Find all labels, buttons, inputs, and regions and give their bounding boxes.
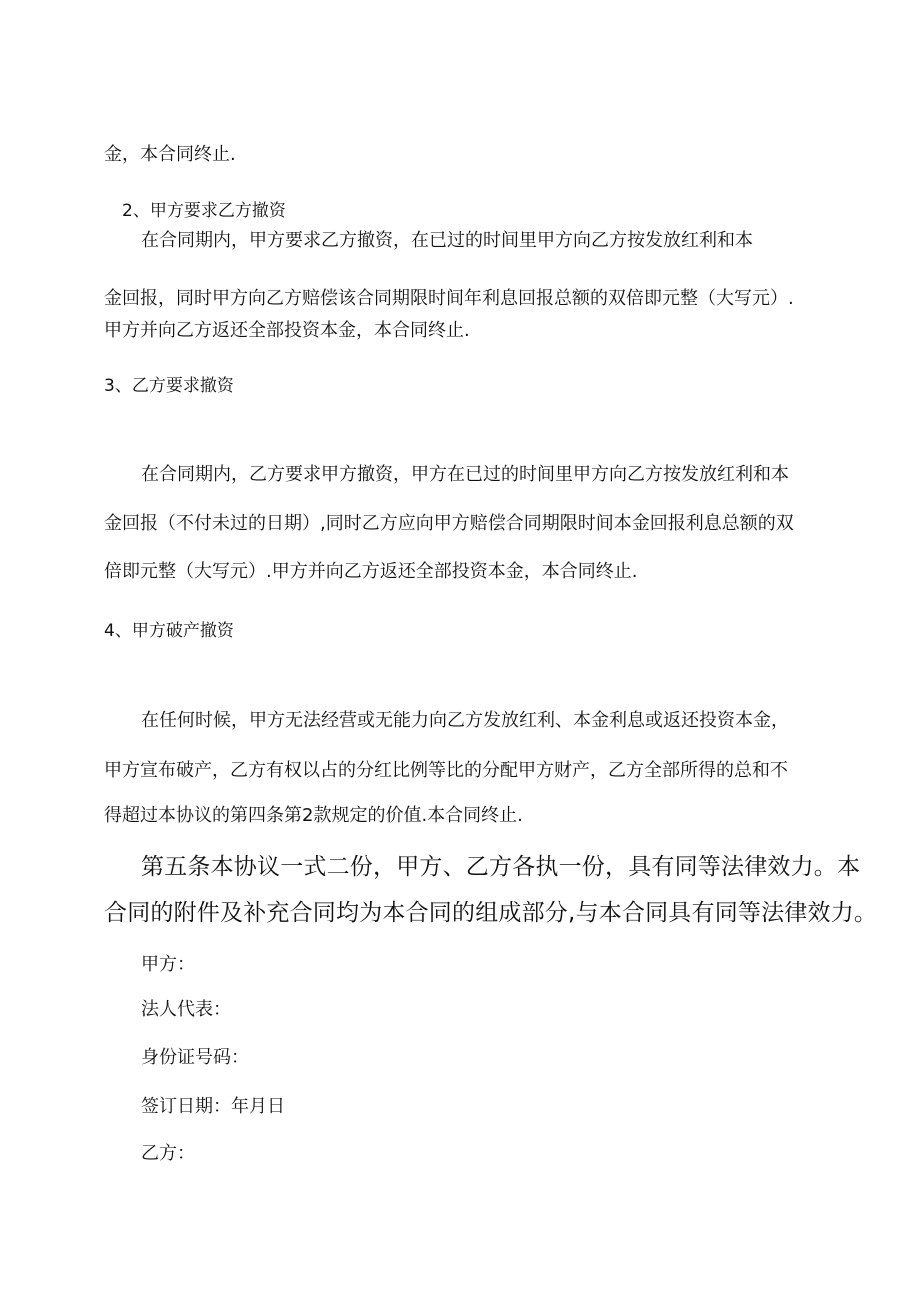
text-line-12: 甲方宣布破产，乙方有权以占的分红比例等比的分配甲方财产，乙方全部所得的总和不	[104, 760, 788, 781]
legal-representative-label: 法人代表：	[141, 999, 231, 1020]
text-line-5: 甲方并向乙方返还全部投资本金，本合同终止.	[104, 320, 470, 341]
sign-date-label: 签订日期：年月日	[141, 1096, 285, 1117]
text-line-4: 金回报，同时甲方向乙方赔偿该合同期限时间年利息回报总额的双倍即元整（大写元）.	[104, 288, 794, 309]
section-heading-4: 4、甲方破产撤资	[104, 621, 234, 641]
section-heading-3: 3、乙方要求撤资	[104, 376, 234, 396]
text-line-9: 倍即元整（大写元）.甲方并向乙方返还全部投资本金，本合同终止.	[104, 561, 638, 582]
text-line-1: 金，本合同终止.	[104, 144, 236, 165]
section-heading-2: 2、甲方要求乙方撤资	[122, 201, 286, 221]
party-b-label: 乙方：	[141, 1143, 195, 1164]
text-line-8: 金回报（不付未过的日期）,同时乙方应向甲方赔偿合同期限时间本金回报利息总额的双	[104, 513, 794, 534]
id-number-label: 身份证号码：	[141, 1047, 249, 1068]
article-five-line-2: 合同的附件及补充合同均为本合同的组成部分,与本合同具有同等法律效力。	[104, 900, 878, 926]
article-five-line-1: 第五条本协议一式二份，甲方、乙方各执一份，具有同等法律效力。本	[141, 854, 861, 880]
text-line-13: 得超过本协议的第四条第2款规定的价值.本合同终止.	[104, 805, 523, 826]
text-line-11: 在任何时候，甲方无法经营或无能力向乙方发放红利、本金利息或返还投资本金，	[141, 710, 789, 731]
text-line-7: 在合同期内，乙方要求甲方撤资，甲方在已过的时间里甲方向乙方按发放红利和本	[141, 464, 789, 485]
party-a-label: 甲方：	[141, 954, 195, 975]
text-line-3: 在合同期内，甲方要求乙方撤资，在已过的时间里甲方向乙方按发放红利和本	[141, 230, 753, 251]
